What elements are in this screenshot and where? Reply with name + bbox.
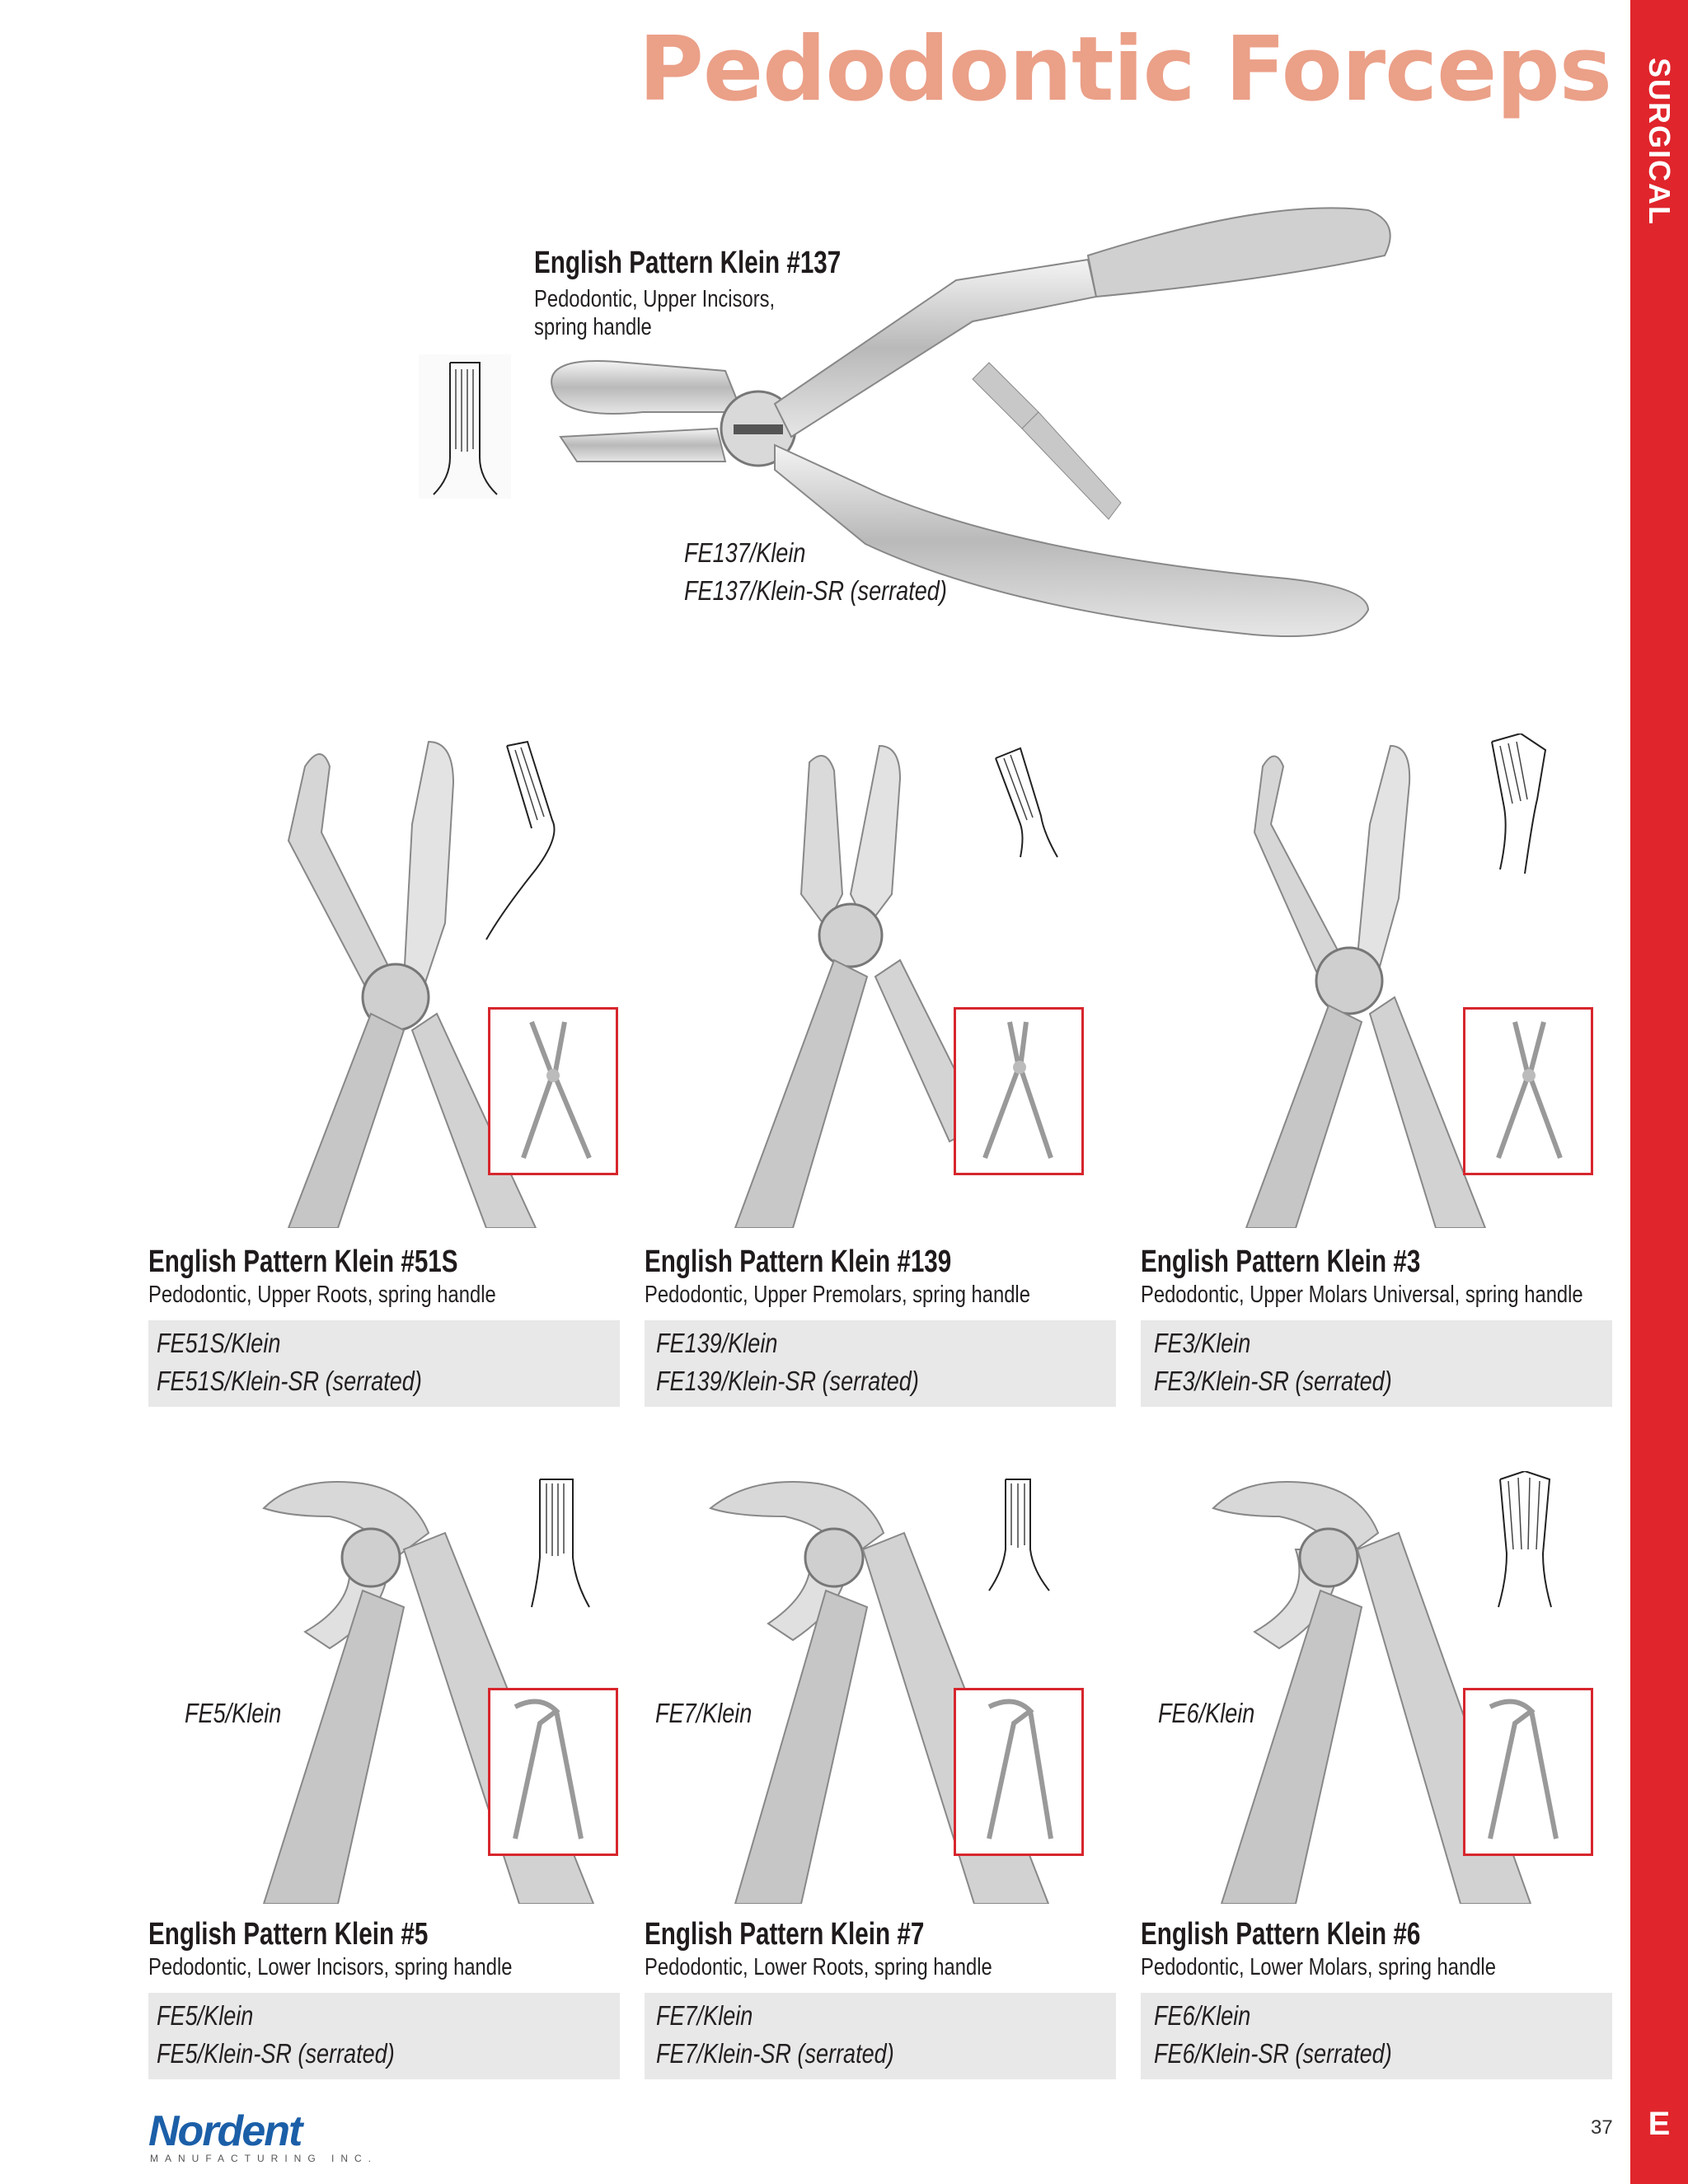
page-title: Pedodontic Forceps [638,18,1611,121]
product-title-5: English Pattern Klein #5 [148,1917,429,1952]
product-code-137: FE137/Klein [684,537,806,568]
product-code-51s-serrated: FE51S/Klein-SR (serrated) [157,1366,422,1396]
forceps-5-beak-diagram [528,1475,593,1611]
forceps-6-beak-diagram [1492,1471,1558,1611]
product-title-51s: English Pattern Klein #51S [148,1244,458,1279]
forceps-139-thumbnail [954,1007,1084,1175]
product-desc-6: Pedodontic, Lower Molars, spring handle [1141,1954,1496,1980]
forceps-7-beak-diagram [985,1475,1055,1595]
photo-label-6: FE6/Klein [1158,1698,1255,1728]
product-code-3-serrated: FE3/Klein-SR (serrated) [1154,1366,1392,1396]
product-title-137: English Pattern Klein #137 [534,246,842,280]
product-desc-3: Pedodontic, Upper Molars Universal, spring handle [1141,1282,1583,1308]
product-code-7: FE7/Klein [656,2000,753,2031]
page-number: 37 [1591,2116,1613,2139]
forceps-7-thumbnail [954,1688,1084,1856]
section-label: SURGICAL [1643,58,1676,226]
product-code-137-serrated: FE137/Klein-SR (serrated) [684,575,947,606]
forceps-3-thumbnail [1463,1007,1593,1175]
product-desc-7: Pedodontic, Lower Roots, spring handle [645,1954,992,1980]
forceps-139-beak-diagram [987,742,1074,861]
product-code-3: FE3/Klein [1154,1328,1251,1358]
product-code-139-serrated: FE139/Klein-SR (serrated) [656,1366,919,1396]
product-code-7-serrated: FE7/Klein-SR (serrated) [656,2038,894,2069]
product-desc-5: Pedodontic, Lower Incisors, spring handle [148,1954,513,1980]
forceps-137-photo [528,165,1401,659]
forceps-3-beak-diagram [1488,733,1558,878]
product-title-6: English Pattern Klein #6 [1141,1917,1421,1952]
product-code-5-serrated: FE5/Klein-SR (serrated) [157,2038,395,2069]
product-code-51s: FE51S/Klein [157,1328,281,1358]
product-desc-137-line1: Pedodontic, Upper Incisors, [534,286,776,312]
photo-label-5: FE5/Klein [185,1698,282,1728]
product-desc-137-line2: spring handle [534,314,652,340]
product-title-139: English Pattern Klein #139 [645,1244,952,1279]
product-code-5: FE5/Klein [157,2000,254,2031]
forceps-51s-thumbnail [488,1007,618,1175]
product-desc-139: Pedodontic, Upper Premolars, spring handle [645,1282,1030,1308]
photo-label-7: FE7/Klein [655,1698,753,1728]
nordent-logo: Nordent [148,2107,302,2155]
product-code-6: FE6/Klein [1154,2000,1251,2031]
forceps-6-thumbnail [1463,1688,1593,1856]
forceps-137-beak-diagram [419,354,511,499]
section-letter: E [1648,2106,1671,2142]
forceps-51s-beak-diagram [478,738,569,944]
section-sidebar [1630,0,1688,2184]
product-desc-51s: Pedodontic, Upper Roots, spring handle [148,1282,496,1308]
product-title-7: English Pattern Klein #7 [645,1917,925,1952]
nordent-logo-subtitle: MANUFACTURING INC. [150,2153,377,2164]
forceps-5-thumbnail [488,1688,618,1856]
product-title-3: English Pattern Klein #3 [1141,1244,1421,1279]
product-code-139: FE139/Klein [656,1328,778,1358]
product-code-6-serrated: FE6/Klein-SR (serrated) [1154,2038,1392,2069]
